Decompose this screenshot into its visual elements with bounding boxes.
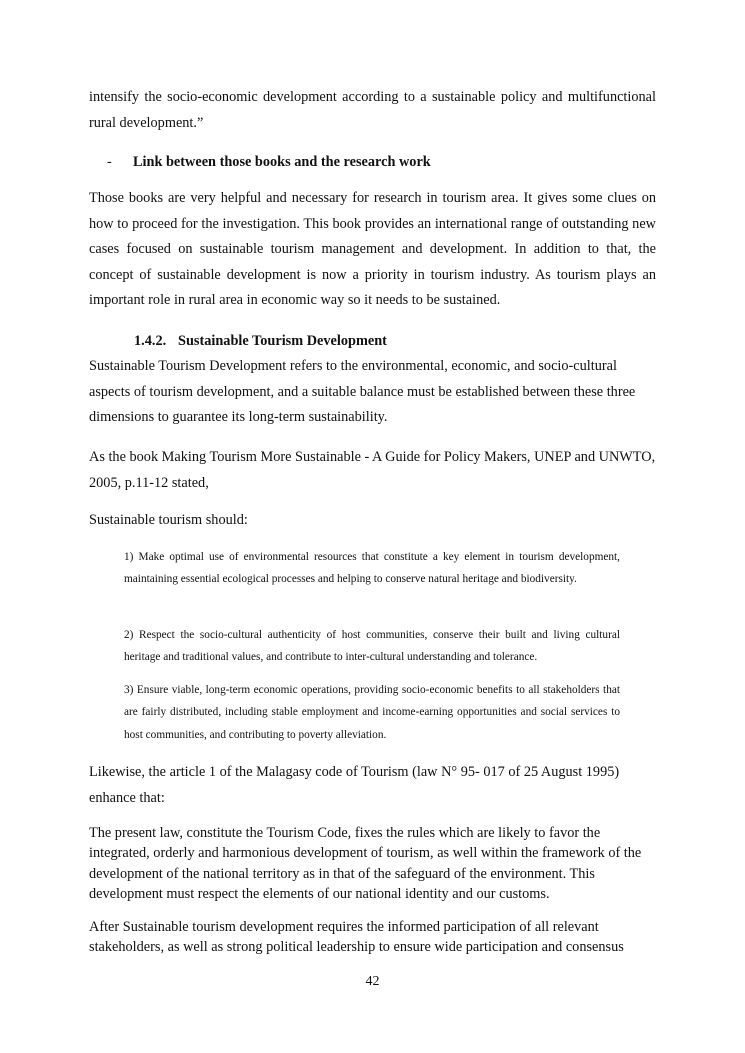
likewise-paragraph: Likewise, the article 1 of the Malagasy code of Tourism (law N° 95- 017 of 25 August 1995) enhance that:	[89, 764, 620, 806]
quote-item-1: 1) Make optimal use of environmental resources that constitute a key element in tourism development, maintaining essential ecological processes and helping to conserve natural heritage and biodiversity.	[124, 551, 620, 586]
bullet-heading	[107, 150, 431, 174]
should-paragraph: Sustainable tourism should:	[89, 512, 248, 528]
page-number: 42	[365, 974, 380, 989]
bullet-heading-text: Link between those books and the research work	[133, 154, 431, 170]
unep-paragraph: As the book Making Tourism More Sustainable - A Guide for Policy Makers, UNEP and UNWTO, 2005, p.11-12 stated,	[89, 449, 656, 491]
section-number: 1.4.2.	[134, 333, 167, 349]
std-paragraph: Sustainable Tourism Development refers to the environmental, economic, and socio-cultural aspects of tourism development, and a suitable balance must be established between these three dimensions to guarantee its long-term sustainability.	[89, 358, 636, 425]
intro-paragraph: intensify the socio-economic development according to a sustainable policy and multifunctional rural development.”	[89, 89, 656, 131]
section-heading	[134, 329, 387, 353]
section-title: Sustainable Tourism Development	[178, 333, 387, 349]
law-paragraph: The present law, constitute the Tourism Code, fixes the rules which are likely to favor the integrated, orderly and harmonious development of tourism, as well within the framework of the development of the national territory as in that of the safeguard of the environment. This development must respect the elements of our national identity and our customs.	[89, 825, 642, 902]
quote-item-2: 2) Respect the socio-cultural authenticity of host communities, conserve their built and living cultural heritage and traditional values, and contribute to inter-cultural understanding and tolerance.	[124, 629, 620, 664]
quote-item-3: 3) Ensure viable, long-term economic operations, providing socio-economic benefits to all stakeholders that are fairly distributed, including stable employment and income-earning opportunities and social services to host communities, and contributing to poverty alleviation.	[124, 684, 620, 741]
bullet-dash: -	[107, 154, 112, 170]
books-paragraph: Those books are very helpful and necessary for research in tourism area. It gives some clues on how to proceed for the investigation. This book provides an international range of outstanding new cases focused on sustainable tourism management and development. In addition to that, the concept of sustainable development is now a priority in tourism industry. As tourism plays an important role in rural area in economic way so it needs to be sustained.	[89, 190, 656, 308]
after-paragraph: After Sustainable tourism development requires the informed participation of all relevant stakeholders, as well as strong political leadership to ensure wide participation and consensus	[89, 919, 624, 956]
